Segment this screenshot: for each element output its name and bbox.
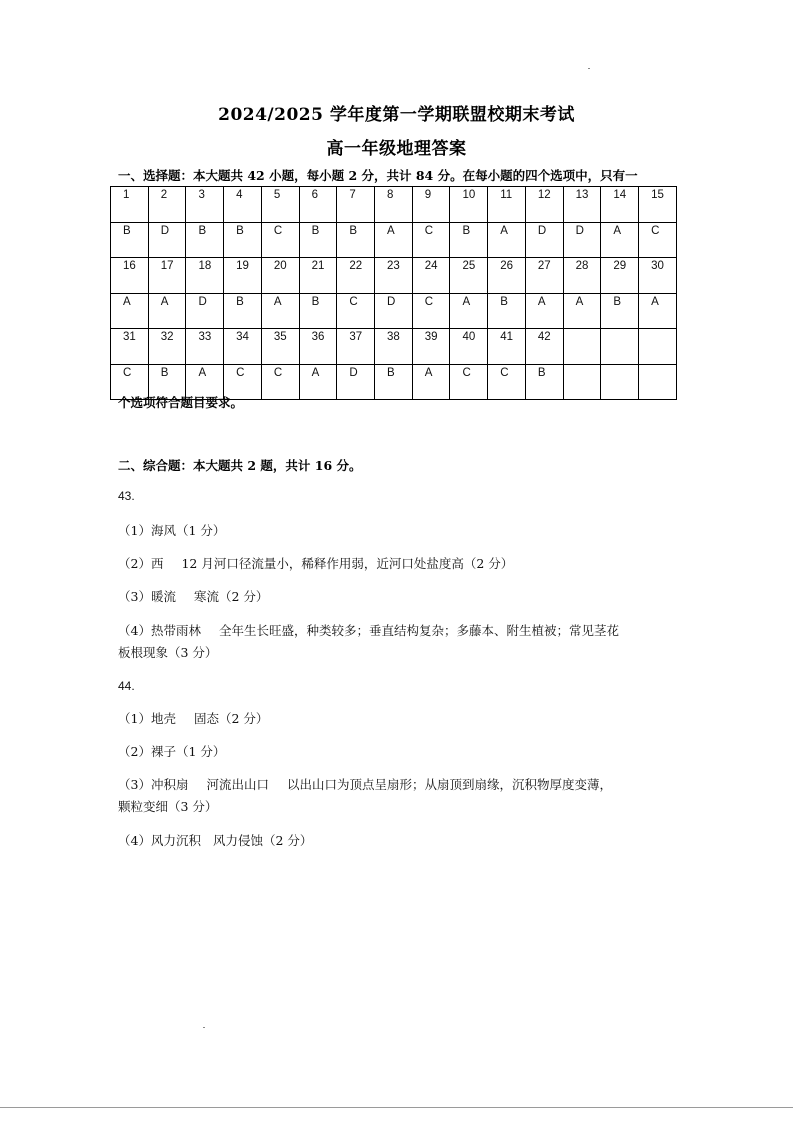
question-number-cell: 36 <box>299 329 337 365</box>
question-number-cell: 3 <box>186 187 224 223</box>
question-number-cell: 42 <box>525 329 563 365</box>
answer-label: （1） <box>118 523 151 538</box>
question-number-cell: 30 <box>639 258 677 294</box>
answer-letter-row <box>111 293 677 329</box>
q44-answer-3 <box>118 774 678 796</box>
answer-letter-cell: B <box>525 364 563 400</box>
answer-text: 裸子（1 分） <box>150 744 226 759</box>
answer-letter-cell: B <box>299 222 337 258</box>
answer-letter-cell <box>563 364 601 400</box>
answer-label: （2） <box>118 744 151 759</box>
answer-letter-cell: C <box>261 222 299 258</box>
answer-letter-cell: A <box>488 222 526 258</box>
question-number-cell: 12 <box>525 187 563 223</box>
question-number-cell: 2 <box>148 187 186 223</box>
answer-letter-cell: D <box>525 222 563 258</box>
question-number-cell: 9 <box>412 187 450 223</box>
answer-label: （2） <box>118 556 151 571</box>
question-number-cell: 4 <box>224 187 262 223</box>
question-number-cell: 26 <box>488 258 526 294</box>
question-number-cell: 7 <box>337 187 375 223</box>
question-number-cell: 38 <box>375 329 413 365</box>
answer-part: 冲积扇 <box>150 777 189 792</box>
question-43-number: 43. <box>118 489 135 503</box>
question-number-cell: 1 <box>111 187 149 223</box>
answer-letter-cell: A <box>563 293 601 329</box>
answer-letter-cell: A <box>525 293 563 329</box>
question-number-cell: 29 <box>601 258 639 294</box>
answer-label: （4） <box>118 833 151 848</box>
question-number-cell: 20 <box>261 258 299 294</box>
answer-letter-cell: B <box>224 222 262 258</box>
question-number-cell: 6 <box>299 187 337 223</box>
q44-answer-2 <box>118 741 678 763</box>
question-number-cell: 40 <box>450 329 488 365</box>
question-number-cell: 8 <box>375 187 413 223</box>
question-number-cell: 11 <box>488 187 526 223</box>
question-number-cell: 25 <box>450 258 488 294</box>
answer-letter-cell: A <box>299 364 337 400</box>
answer-letter-cell: C <box>111 364 149 400</box>
scan-speck <box>203 1027 205 1028</box>
question-number-cell: 33 <box>186 329 224 365</box>
q43-answer-4 <box>118 620 678 642</box>
page-subtitle: 高一年级地理答案 <box>326 139 467 159</box>
answer-letter-cell: B <box>601 293 639 329</box>
answer-part: 寒流（2 分） <box>193 589 269 604</box>
answer-label: （4） <box>118 623 151 638</box>
answer-part: 固态（2 分） <box>193 711 269 726</box>
question-number-cell: 37 <box>337 329 375 365</box>
answer-letter-cell: C <box>412 293 450 329</box>
answer-letter-cell: B <box>148 364 186 400</box>
answer-part: 热带雨林 <box>150 623 201 638</box>
answer-letter-cell: D <box>337 364 375 400</box>
answer-letter-cell <box>639 364 677 400</box>
answer-letter-cell: B <box>337 222 375 258</box>
question-number-cell: 22 <box>337 258 375 294</box>
answer-letter-cell: A <box>375 222 413 258</box>
answer-letter-cell: C <box>261 364 299 400</box>
q43-answer-3 <box>118 586 678 608</box>
answer-label: （1） <box>118 711 151 726</box>
q44-answer-1 <box>118 708 678 730</box>
answer-letter-cell: C <box>450 364 488 400</box>
answer-letter-row <box>111 222 677 258</box>
question-number-cell: 15 <box>639 187 677 223</box>
question-number-cell: 28 <box>563 258 601 294</box>
scan-speck <box>588 68 590 69</box>
answer-letter-cell: A <box>148 293 186 329</box>
question-number-row <box>111 329 677 365</box>
answer-letter-cell: A <box>186 364 224 400</box>
question-number-cell: 21 <box>299 258 337 294</box>
question-number-cell <box>639 329 677 365</box>
section1-heading: 一、选择题：本大题共 42 小题，每小题 2 分，共计 84 分。在每小题的四个选项中，只有一 <box>118 168 638 183</box>
question-number-cell: 19 <box>224 258 262 294</box>
question-number-cell: 16 <box>111 258 149 294</box>
question-number-cell: 17 <box>148 258 186 294</box>
answer-letter-cell: B <box>299 293 337 329</box>
question-number-cell: 32 <box>148 329 186 365</box>
question-number-cell: 18 <box>186 258 224 294</box>
answer-label: （3） <box>118 777 151 792</box>
answer-letter-cell: B <box>224 293 262 329</box>
question-number-cell: 27 <box>525 258 563 294</box>
answer-letter-cell: A <box>111 293 149 329</box>
q43-answer-4-cont: 板根现象（3 分） <box>118 645 218 660</box>
answer-letter-cell: C <box>488 364 526 400</box>
question-number-cell: 31 <box>111 329 149 365</box>
answer-letter-cell: B <box>488 293 526 329</box>
answer-letter-cell: A <box>450 293 488 329</box>
answer-letter-cell: A <box>601 222 639 258</box>
question-number-cell: 39 <box>412 329 450 365</box>
q44-answer-3-cont: 颗粒变细（3 分） <box>118 799 218 814</box>
answer-letter-cell: B <box>450 222 488 258</box>
answer-letter-cell: D <box>186 293 224 329</box>
answer-table <box>110 186 677 400</box>
answer-letter-cell: D <box>148 222 186 258</box>
answer-letter-cell: C <box>639 222 677 258</box>
question-number-cell: 34 <box>224 329 262 365</box>
question-44-number: 44. <box>118 679 135 693</box>
answer-letter-cell: B <box>111 222 149 258</box>
question-number-cell <box>601 329 639 365</box>
question-number-cell: 23 <box>375 258 413 294</box>
answer-label: （3） <box>118 589 151 604</box>
answer-part: 风力侵蚀（2 分） <box>212 833 313 848</box>
answer-letter-cell: D <box>563 222 601 258</box>
section1-heading-tail: 个选项符合题目要求。 <box>118 395 244 410</box>
answer-letter-cell: B <box>186 222 224 258</box>
q44-answer-4 <box>118 830 678 852</box>
question-number-cell: 14 <box>601 187 639 223</box>
answer-text: 海风（1 分） <box>150 523 226 538</box>
answer-letter-cell: D <box>375 293 413 329</box>
answer-letter-cell: C <box>412 222 450 258</box>
question-number-cell: 13 <box>563 187 601 223</box>
answer-letter-cell: B <box>375 364 413 400</box>
answer-part: 地壳 <box>150 711 176 726</box>
answer-letter-cell: A <box>412 364 450 400</box>
question-number-cell: 41 <box>488 329 526 365</box>
q43-answer-2 <box>118 553 678 575</box>
answer-part: 暖流 <box>150 589 176 604</box>
question-number-row <box>111 187 677 223</box>
question-number-cell: 10 <box>450 187 488 223</box>
section2-heading: 二、综合题：本大题共 2 题，共计 16 分。 <box>118 458 362 473</box>
question-number-row <box>111 258 677 294</box>
answer-letter-cell: C <box>224 364 262 400</box>
question-number-cell <box>563 329 601 365</box>
answer-letter-cell: C <box>337 293 375 329</box>
answer-part: 12 月河口径流量小，稀释作用弱，近河口处盐度高（2 分） <box>181 556 514 571</box>
question-number-cell: 24 <box>412 258 450 294</box>
q43-answer-1 <box>118 520 678 542</box>
question-number-cell: 5 <box>261 187 299 223</box>
answer-letter-cell: A <box>639 293 677 329</box>
answer-letter-cell: A <box>261 293 299 329</box>
answer-letter-cell <box>601 364 639 400</box>
question-number-cell: 35 <box>261 329 299 365</box>
answer-part: 以出山口为顶点呈扇形；从扇顶到扇缘，沉积物厚度变薄， <box>286 777 612 792</box>
answer-part: 河流出山口 <box>206 777 269 792</box>
page-bottom-rule <box>0 1107 793 1108</box>
answer-part: 全年生长旺盛，种类较多；垂直结构复杂；多藤本、附生植被；常见茎花 <box>218 623 619 638</box>
answer-part: 西 <box>150 556 164 571</box>
answer-part: 风力沉积 <box>150 833 201 848</box>
page-title: 2024/2025 学年度第一学期联盟校期末考试 <box>218 105 575 125</box>
